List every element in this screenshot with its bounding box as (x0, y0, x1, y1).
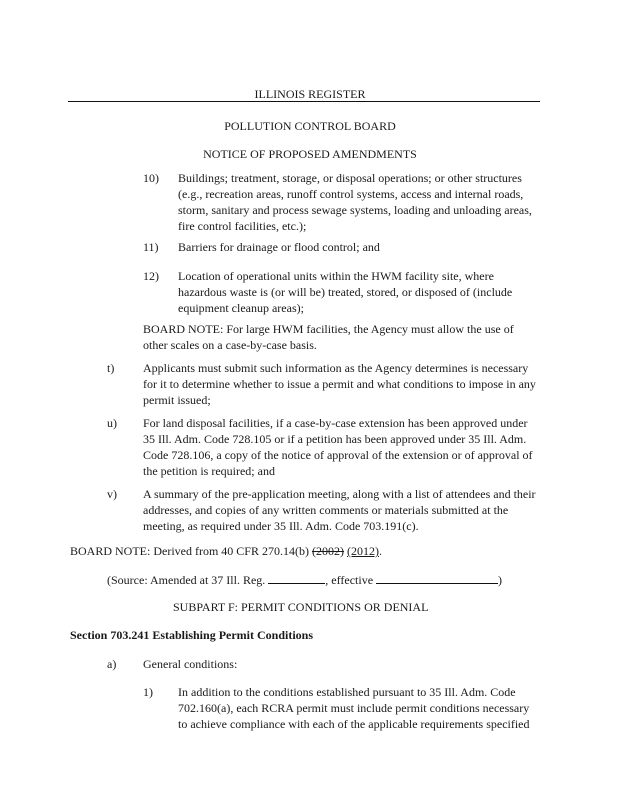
item-11-text: Barriers for drainage or flood control; and (178, 240, 380, 254)
subsection-v-text: A summary of the pre-application meeting, along with a list of attendees and their addresses, and copies of any written comments or materials submitted at the meeting, as required under 35 Ill. Adm. Code 703.191(c). (143, 487, 536, 533)
item-10-text: Buildings; treatment, storage, or disposal operations; or other structures (e.g., recreation areas, runoff control systems, access and internal roads, storm, sanitary and process sewage systems, loading and unloading areas, fire control facilities, etc.); (178, 171, 532, 233)
subsection-t-text: Applicants must submit such information as the Agency determines is necessary for it to determine whether to issue a permit and what conditions to impose in any permit issued; (143, 361, 536, 407)
subsection-a-label: a) (107, 657, 117, 671)
source-line (107, 572, 502, 588)
subpart-heading: SUBPART F: PERMIT CONDITIONS OR DENIAL (173, 600, 429, 614)
board-note-scales: BOARD NOTE: For large HWM facilities, the Agency must allow the use of other scales on a case-by-case basis. (143, 322, 514, 352)
register-page-blank (268, 572, 325, 584)
header-rule (68, 101, 540, 102)
item-1-text: In addition to the conditions established pursuant to 35 Ill. Adm. Code 702.160(a), each RCRA permit must include permit conditions necessary to achieve compliance with each of the applicable requirements specified (178, 685, 530, 731)
subsection-t-label: t) (107, 361, 115, 375)
board-note-derived-prefix: BOARD NOTE: Derived from 40 CFR 270.14(b) (70, 544, 312, 558)
board-title: POLLUTION CONTROL BOARD (224, 119, 396, 133)
subsection-v-label: v) (107, 487, 117, 501)
source-prefix: (Source: Amended at 37 Ill. Reg. (107, 573, 269, 587)
subsection-u-label: u) (107, 416, 117, 430)
source-middle: , effective (325, 573, 377, 587)
board-note-derived-suffix: . (378, 544, 382, 558)
item-12-text: Location of operational units within the HWM facility site, where hazardous waste is (or will be) treated, stored, or disposed of (include equipment cleanup areas); (178, 269, 513, 315)
deleted-year: (2002) (311, 544, 344, 558)
inserted-year: (2012) (346, 544, 379, 558)
register-title: ILLINOIS REGISTER (254, 87, 366, 101)
effective-date-blank (376, 572, 498, 584)
item-1-number: 1) (143, 685, 153, 699)
item-12-number: 12) (143, 269, 159, 283)
subsection-u-text: For land disposal facilities, if a case-by-case extension has been approved under 35 Ill. Adm. Code 728.105 or if a petition has been approved under 35 Ill. Adm. Code 728.106, a copy of the notice of approval of the extension or of approval of the petition is required; and (143, 416, 533, 478)
source-suffix: ) (498, 573, 503, 587)
board-note-derived (70, 543, 382, 559)
section-heading: Section 703.241 Establishing Permit Conditions (70, 628, 314, 642)
item-10-number: 10) (143, 171, 159, 185)
subsection-a-text: General conditions: (143, 657, 238, 671)
item-11-number: 11) (143, 240, 159, 254)
notice-title: NOTICE OF PROPOSED AMENDMENTS (203, 147, 417, 161)
